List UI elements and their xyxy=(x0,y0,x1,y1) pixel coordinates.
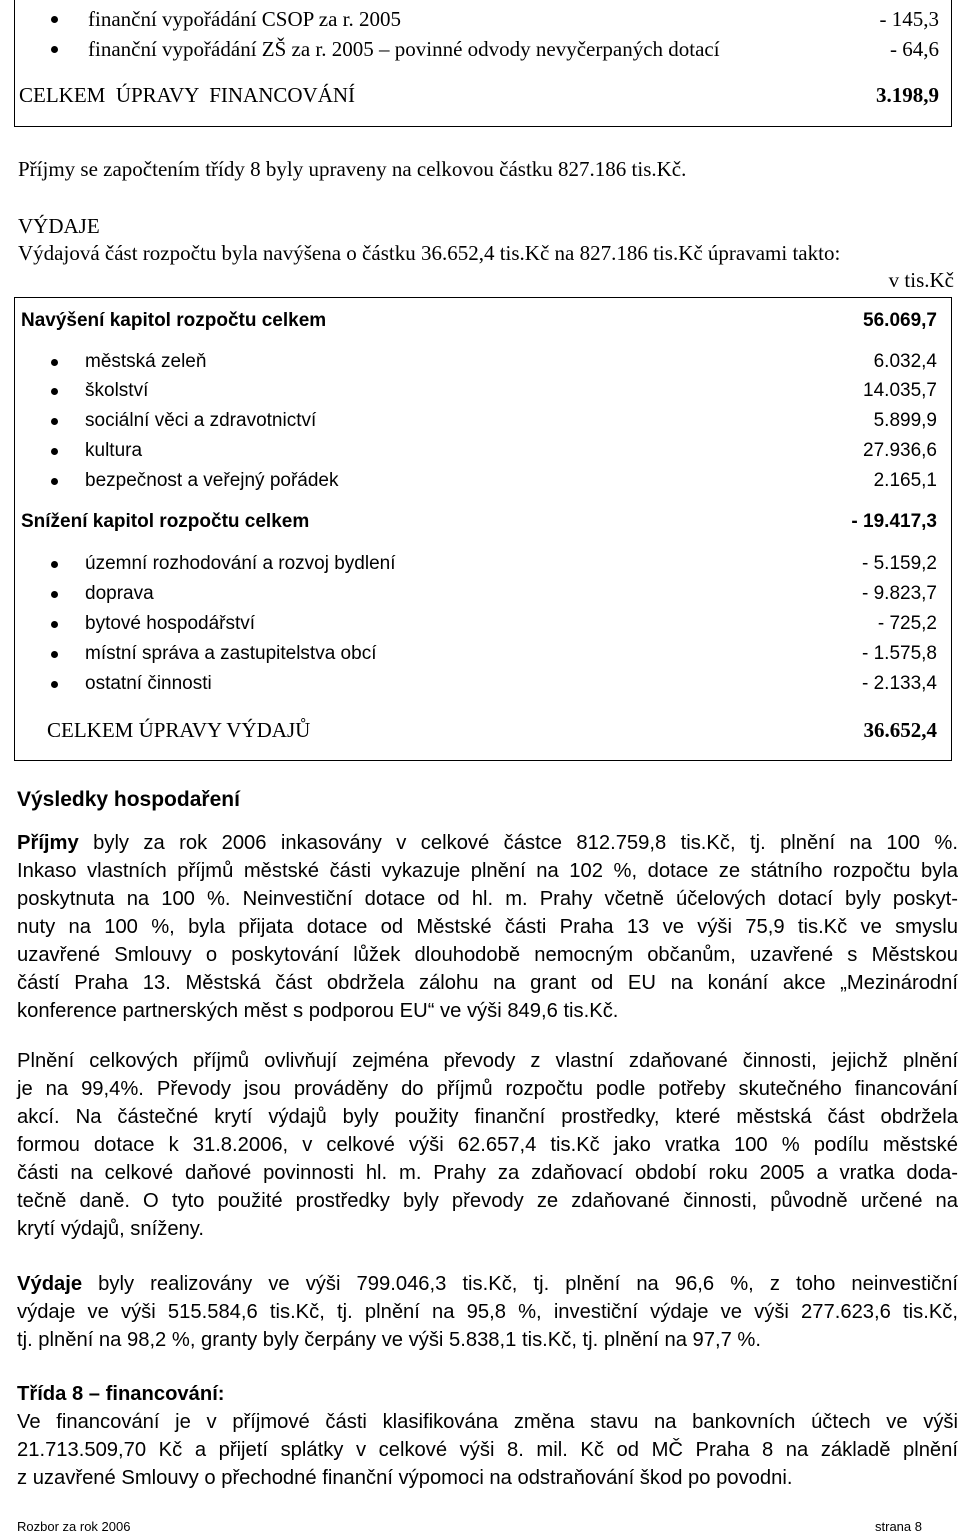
expenses-lead: Výdaje xyxy=(17,1273,83,1295)
bullet-icon xyxy=(51,478,58,485)
line-text: byly realizovány ve výši 799.046,3 tis.Kč, tj. plnění na 96,6 %, z toho neinvestiční xyxy=(82,1273,958,1295)
footer-title: Rozbor za rok 2006 xyxy=(17,1519,131,1534)
financing-item-value: - 145,3 xyxy=(879,7,939,31)
bullet-icon xyxy=(51,418,58,425)
expenditures-grand-total-label: CELKEM ÚPRAVY VÝDAJŮ xyxy=(47,718,311,742)
paragraph-line: krytí výdajů, sníženy. xyxy=(17,1218,204,1240)
paragraph-line: částí Praha 13. Městská část obdržela zálohu na grant od EU na konání akce „Mezinárodní xyxy=(17,972,958,994)
decrease-item xyxy=(15,640,951,668)
paragraph-line: tj. plnění na 98,2 %, granty byly čerpány ve výši 5.838,1 tis.Kč, tj. plnění na 97,7 %. xyxy=(17,1329,761,1351)
financing-total-label: CELKEM ÚPRAVY FINANCOVÁNÍ xyxy=(19,83,356,107)
paragraph-line: Inkaso vlastních příjmů městské části vykazuje plnění na 102 %, dotace ze státního rozpočtu byla xyxy=(17,860,958,882)
decrease-item-label: bytové hospodářství xyxy=(85,613,256,634)
bullet-icon xyxy=(51,591,58,598)
financing-box xyxy=(14,0,952,127)
paragraph-line: z uzavřené Smlouvy o přechodné finanční výpomoci na odstraňování škod po povodni. xyxy=(17,1467,793,1489)
financing-item xyxy=(15,35,951,63)
paragraph-line: akcí. Na částečné krytí výdajů byly použity finanční prostředky, které městská část obdržela xyxy=(17,1106,958,1128)
decrease-item xyxy=(15,610,951,638)
decrease-item-value: - 725,2 xyxy=(877,613,937,634)
increase-item xyxy=(15,377,951,405)
bullet-icon xyxy=(51,46,58,53)
expenses-heading: VÝDAJE xyxy=(18,214,100,238)
decrease-item xyxy=(15,670,951,698)
bullet-icon xyxy=(51,16,58,23)
expenses-paragraph xyxy=(17,1270,958,1354)
decrease-item-label: územní rozhodování a rozvoj bydlení xyxy=(85,553,396,574)
financing-total xyxy=(15,81,951,109)
unit-label: v tis.Kč xyxy=(888,268,954,292)
decrease-item-value: - 9.823,7 xyxy=(862,583,937,604)
income-summary: Příjmy se započtením třídy 8 byly upraveny na celkovou částku 827.186 tis.Kč. xyxy=(18,157,687,181)
decrease-item xyxy=(15,580,951,608)
decrease-item-label: ostatní činnosti xyxy=(85,673,212,694)
paragraph-line: poskytnuta na 100 %. Neinvestiční dotace od hl. m. Prahy včetně účelových dotací byly poskyt- xyxy=(17,888,958,910)
paragraph-line: formou dotace k 31.8.2006, v celkové výši 62.657,4 tis.Kč jako vratka 100 % podílu městské xyxy=(17,1134,958,1156)
increase-total-label: Navýšení kapitol rozpočtu celkem xyxy=(21,310,327,331)
income-paragraph xyxy=(17,829,958,1025)
decrease-item xyxy=(15,550,951,578)
bullet-icon xyxy=(51,388,58,395)
paragraph-line: 21.713.509,70 Kč a přijetí splátky v celkové výši 8. mil. Kč od MČ Praha 8 na základě plnění xyxy=(17,1439,958,1461)
expenses-summary: Výdajová část rozpočtu byla navýšena o částku 36.652,4 tis.Kč na 827.186 tis.Kč úpravami takto: xyxy=(18,241,841,265)
expenditures-box xyxy=(14,297,952,761)
income-detail-paragraph xyxy=(17,1047,958,1243)
expenditures-grand-total xyxy=(15,716,951,744)
paragraph-line xyxy=(17,829,958,857)
financing-class-heading: Třída 8 – financování: xyxy=(17,1383,225,1405)
financing-item-value: - 64,6 xyxy=(890,37,939,61)
increase-item-value: 6.032,4 xyxy=(873,351,937,372)
bullet-icon xyxy=(51,681,58,688)
decrease-item-value: - 5.159,2 xyxy=(862,553,937,574)
bullet-icon xyxy=(51,651,58,658)
bullet-icon xyxy=(51,621,58,628)
paragraph-line: je na 99,4%. Převody jsou prováděny do příjmů rozpočtu podle potřeby skutečného financování xyxy=(17,1078,958,1100)
paragraph-line: konference partnerských měst s podporou EU“ ve výši 849,6 tis.Kč. xyxy=(17,1000,619,1022)
bullet-icon xyxy=(51,359,58,366)
increase-item-label: městská zeleň xyxy=(85,351,207,372)
increase-item-value: 27.936,6 xyxy=(863,440,937,461)
decrease-item-value: - 1.575,8 xyxy=(862,643,937,664)
paragraph-line: části na celkové daňové povinnosti hl. m. Prahy za zdaňovací období roku 2005 a vratka doda- xyxy=(17,1162,958,1184)
bullet-icon xyxy=(51,561,58,568)
expenditures-grand-total-value: 36.652,4 xyxy=(863,718,937,742)
decrease-item-label: doprava xyxy=(85,583,154,604)
increase-item xyxy=(15,407,951,435)
decrease-item-value: - 2.133,4 xyxy=(862,673,937,694)
decrease-item-label: místní správa a zastupitelstva obcí xyxy=(85,643,377,664)
increase-total-value: 56.069,7 xyxy=(863,310,937,331)
increase-item-value: 14.035,7 xyxy=(863,380,937,401)
financing-item xyxy=(15,5,951,33)
increase-item-label: školství xyxy=(85,380,149,401)
financing-item-label: finanční vypořádání CSOP za r. 2005 xyxy=(88,7,402,31)
increase-item xyxy=(15,467,951,495)
decrease-total-label: Snížení kapitol rozpočtu celkem xyxy=(21,511,310,532)
increase-item xyxy=(15,437,951,465)
page-number: strana 8 xyxy=(875,1519,922,1534)
financing-total-value: 3.198,9 xyxy=(876,83,939,107)
increase-item-label: kultura xyxy=(85,440,143,461)
paragraph-line xyxy=(17,1270,958,1298)
paragraph-line: výdaje ve výši 515.584,6 tis.Kč, tj. plnění na 95,8 %, investiční výdaje ve výši 277.623,6 tis.Kč, xyxy=(17,1301,958,1323)
paragraph-line: Ve financování je v příjmové části klasifikována změna stavu na bankovních účtech ve výši xyxy=(17,1411,958,1433)
financing-class-paragraph xyxy=(17,1380,958,1492)
paragraph-line: nuty na 100 %, byla přijata dotace od Městské části Praha 13 ve výši 75,9 tis.Kč ve smyslu xyxy=(17,916,958,938)
increase-item-value: 5.899,9 xyxy=(873,410,937,431)
increase-item-label: sociální věci a zdravotnictví xyxy=(85,410,317,431)
increase-item-label: bezpečnost a veřejný pořádek xyxy=(85,470,339,491)
financing-item-label: finanční vypořádání ZŠ za r. 2005 – povinné odvody nevyčerpaných dotací xyxy=(88,37,720,61)
paragraph-line: uzavřené Smlouvy o poskytování lůžek dlouhodobě nemocným občanům, uzavřené s Městskou xyxy=(17,944,958,966)
paragraph-line: Plnění celkových příjmů ovlivňují zejména převody z vlastní zdaňované činnosti, jejichž plnění xyxy=(17,1050,958,1072)
results-heading: Výsledky hospodaření xyxy=(17,788,240,811)
line-text: byly za rok 2006 inkasovány v celkové částce 812.759,8 tis.Kč, tj. plnění na 100 %. xyxy=(78,832,958,854)
paragraph-line: tečně daně. O tyto použité prostředky byly převody ze zdaňované činnosti, původně určené na xyxy=(17,1190,958,1212)
bullet-icon xyxy=(51,448,58,455)
income-lead: Příjmy xyxy=(17,832,79,854)
increase-item xyxy=(15,348,951,376)
increase-item-value: 2.165,1 xyxy=(873,470,937,491)
decrease-total xyxy=(15,508,951,536)
decrease-total-value: - 19.417,3 xyxy=(851,511,937,532)
increase-total xyxy=(15,307,951,335)
